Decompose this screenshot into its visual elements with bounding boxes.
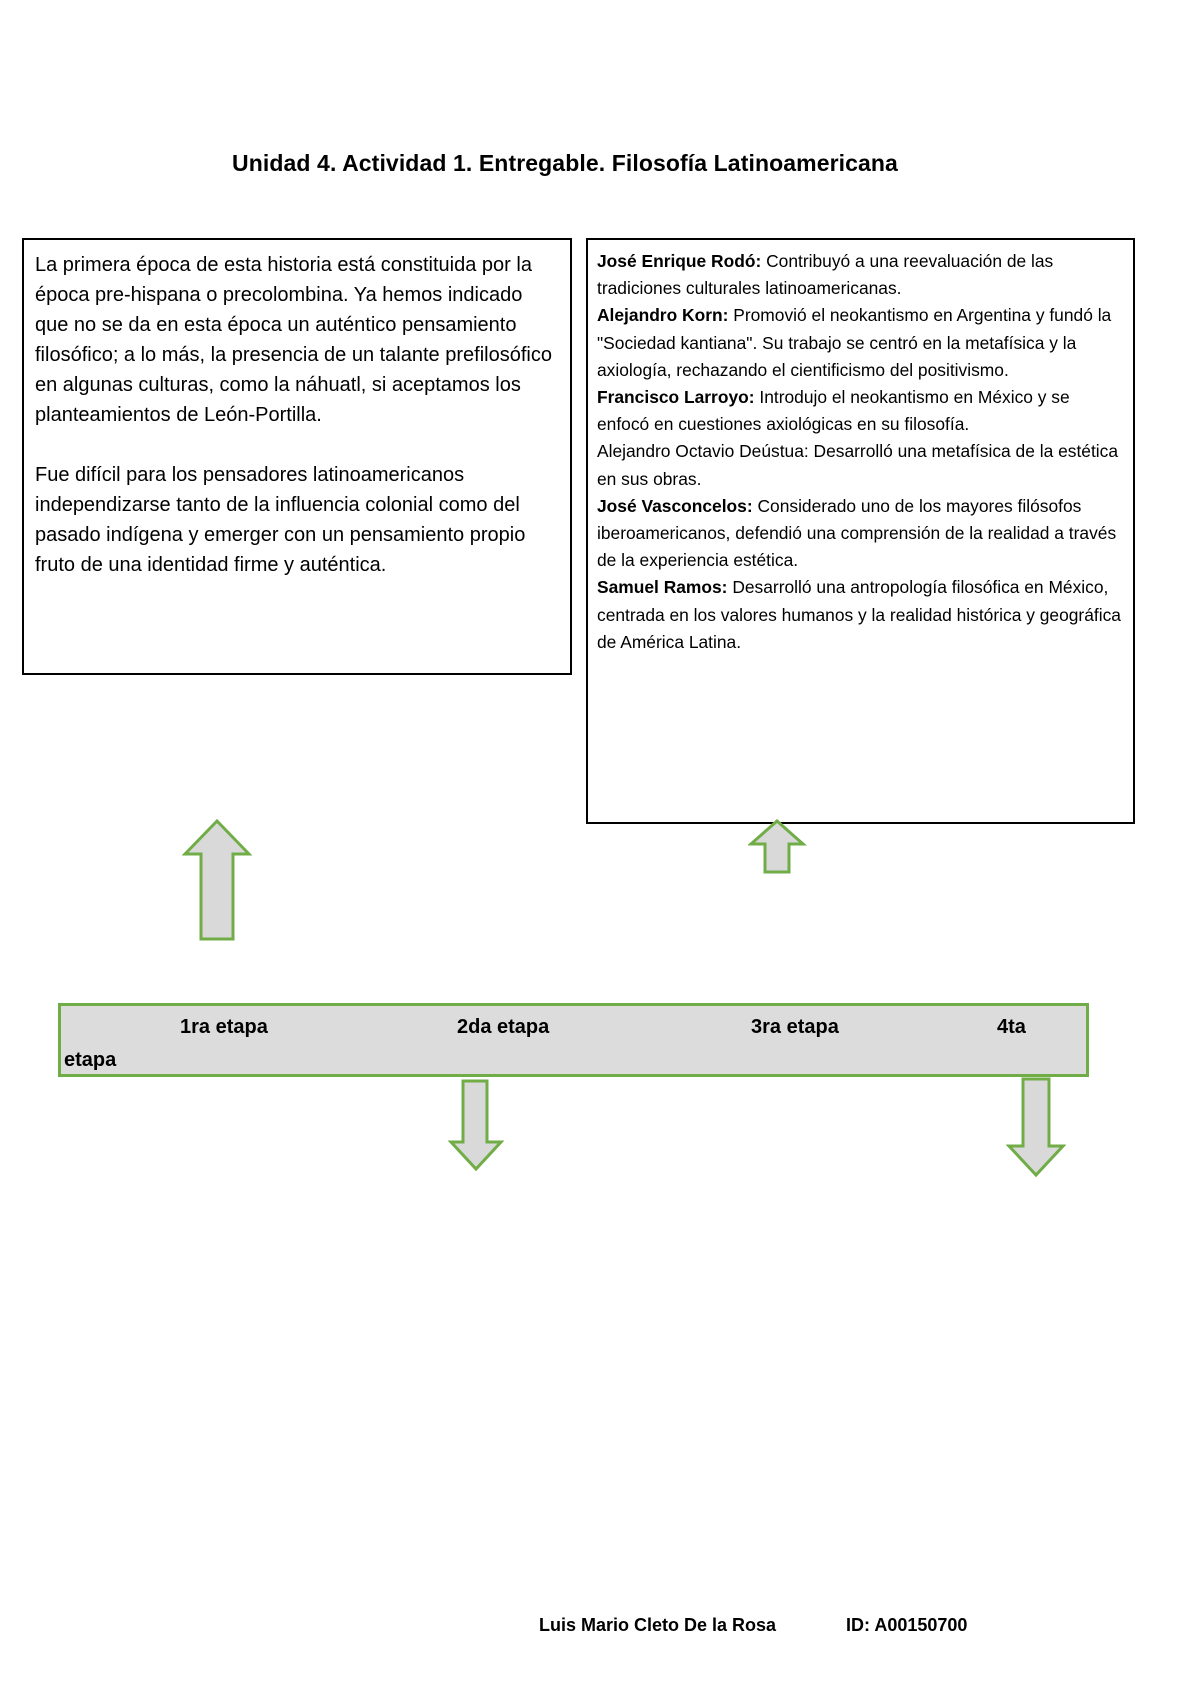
philosopher-entry: Alejandro Korn: Promovió el neokantismo en Argentina y fundó la "Sociedad kantiana". Su trabajo se centró en la metafísica y la axiología, rechazando el cientificismo del positivismo. — [597, 305, 1112, 380]
author-id: ID: A00150700 — [846, 1615, 968, 1635]
down-arrow-icon — [448, 1078, 504, 1172]
stage-2-label: 2da etapa — [457, 1016, 550, 1038]
paragraph-2: Fue difícil para los pensadores latinoamericanos independizarse tanto de la influencia colonial como del pasado indígena y emerger con un pensamiento propio fruto de una identidad firme y auténtica. — [35, 464, 526, 576]
philosopher-entry: Francisco Larroyo: Introdujo el neokantismo en México y se enfocó en cuestiones axiológicas en su filosofía. — [597, 387, 1070, 435]
stage-3-label: 3ra etapa — [751, 1016, 839, 1038]
prehispanic-text-box — [22, 238, 572, 675]
philosopher-entry: Samuel Ramos: Desarrolló una antropología filosófica en México, centrada en los valores humanos y la realidad histórica y geográfica de América Latina. — [597, 577, 1121, 652]
philosophers-text-box — [586, 238, 1135, 824]
up-arrow-icon — [182, 818, 252, 942]
philosopher-entry: José Enrique Rodó: Contribuyó a una reevaluación de las tradiciones culturales latinoamericanas. — [597, 251, 1054, 299]
author-name: Luis Mario Cleto De la Rosa — [539, 1615, 777, 1635]
stage-4-label: 4ta — [997, 1016, 1026, 1038]
page-title: Unidad 4. Actividad 1. Entregable. Filosofía Latinoamericana — [232, 150, 898, 176]
timeline-bar — [58, 1003, 1089, 1077]
down-arrow-icon — [1006, 1076, 1066, 1178]
up-arrow-small-icon — [748, 818, 808, 875]
stage-1-label: 1ra etapa — [180, 1016, 268, 1038]
stage-4-label-cont: etapa — [64, 1049, 117, 1071]
paragraph-1: La primera época de esta historia está constituida por la época pre-hispana o precolombina. Ya hemos indicado que no se da en esta época un auténtico pensamiento filosófico; a lo más, la presencia de un talante prefilosófico en algunas culturas, como la náhuatl, si aceptamos los planteamientos de León-Portilla. — [35, 254, 552, 426]
philosopher-entry: Alejandro Octavio Deústua: Desarrolló una metafísica de la estética en sus obras. — [597, 441, 1119, 489]
philosopher-entry: José Vasconcelos: Considerado uno de los mayores filósofos iberoamericanos, defendió una comprensión de la realidad a través de la experiencia estética. — [597, 495, 1117, 571]
